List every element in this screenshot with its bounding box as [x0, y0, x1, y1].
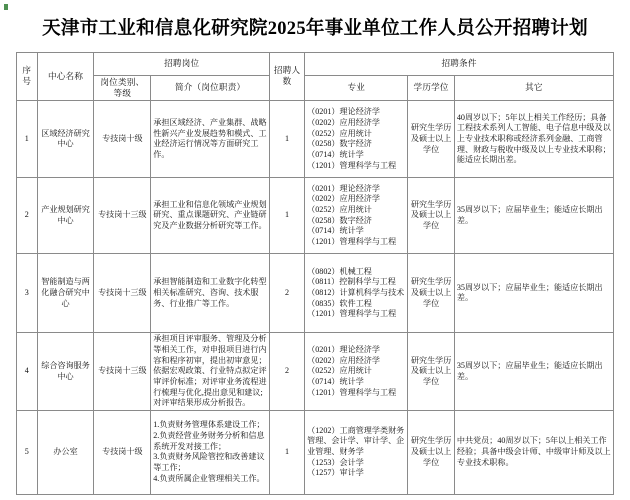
cell-seq: 2	[17, 178, 38, 254]
major-item: （0714）统计学	[307, 149, 364, 159]
cell-post-desc: 承担智能制造和工业数字化转型相关标准研究、咨询、技术服务、行业推广等工作。	[151, 254, 270, 333]
cell-other: 35周岁以下；应届毕业生；能适应长期出差。	[454, 178, 613, 254]
cell-seq: 5	[17, 410, 38, 494]
table-row	[17, 101, 614, 178]
cell-major-list	[305, 101, 408, 178]
header-center-name: 中心名称	[37, 52, 94, 101]
cell-seq: 3	[17, 254, 38, 333]
cell-major-list	[305, 410, 408, 494]
major-item: （1202）工商管理学类财务管理、会计学、审计学、企业管理、财务学	[307, 425, 405, 457]
recruitment-plan-table	[16, 52, 614, 495]
table-row	[17, 410, 614, 494]
header-post-level: 岗位类别、等级	[94, 75, 151, 101]
major-item: （0252）应用统计	[307, 128, 372, 138]
header-seq: 序号	[17, 52, 38, 101]
cell-post-level: 专技岗十三级	[94, 254, 151, 333]
major-item: （1257）审计学	[307, 468, 364, 478]
cell-degree: 研究生学历及硕士以上学位	[408, 410, 454, 494]
header-post-desc: 简介（岗位职责）	[151, 75, 270, 101]
cell-center-name: 综合咨询服务中心	[37, 333, 94, 411]
major-item: （0252）应用统计	[307, 366, 372, 376]
cell-degree: 研究生学历及硕士以上学位	[408, 101, 454, 178]
major-item: （0202）应用经济学	[307, 194, 380, 204]
header-conditions-group: 招聘条件	[305, 52, 614, 75]
major-item: （0714）统计学	[307, 376, 364, 386]
major-item: （0812）计算机科学与技术	[307, 287, 405, 297]
major-item: （0202）应用经济学	[307, 355, 380, 365]
page-corner-marker	[4, 4, 8, 10]
table-body	[17, 101, 614, 495]
cell-post-desc: 承担项目评审服务、管理及分析等相关工作，对申报项目进行内容和程序初审，提出初审意见；依据宏观政策、行业特点拟定评审评价标准；对评审业务流程进行梳理与优化,提出意见和建议;对评审结果形成分析报告。	[151, 333, 270, 411]
cell-post-level: 专技岗十级	[94, 410, 151, 494]
header-headcount: 招聘人数	[270, 52, 305, 101]
cell-center-name: 产业规划研究中心	[37, 178, 94, 254]
table-header	[17, 52, 614, 101]
cell-seq: 1	[17, 101, 38, 178]
page-title: 天津市工业和信息化研究院2025年事业单位工作人员公开招聘计划	[42, 19, 588, 39]
major-item: （0258）数字经济	[307, 139, 372, 149]
major-item: （0802）机械工程	[307, 266, 372, 276]
table-row	[17, 254, 614, 333]
header-post-group: 招聘岗位	[94, 52, 270, 75]
major-item: （0201）理论经济学	[307, 344, 380, 354]
cell-post-level: 专技岗十三级	[94, 178, 151, 254]
cell-center-name: 区域经济研究中心	[37, 101, 94, 178]
major-item: （0201）理论经济学	[307, 107, 380, 117]
cell-degree: 研究生学历及硕士以上学位	[408, 333, 454, 411]
cell-other: 40周岁以下；5年以上相关工作经历；具备工程技术系列人工智能、电子信息中级及以上专业技术职称或经济系列金融、工商管理、财政与税收中级及以上专业技术职称；能适应长期出差。	[454, 101, 613, 178]
major-item: （0258）数字经济	[307, 215, 372, 225]
table-row	[17, 178, 614, 254]
cell-major-list	[305, 178, 408, 254]
table-row	[17, 333, 614, 411]
major-item: （0201）理论经济学	[307, 183, 380, 193]
table-header-row-1	[17, 52, 614, 75]
cell-other: 中共党员；40周岁以下；5年以上相关工作经验；具备中级会计师、中级审计师及以上专业技术职称。	[454, 410, 613, 494]
cell-headcount: 1	[270, 101, 305, 178]
cell-other: 35周岁以下；应届毕业生；能适应长期出差。	[454, 254, 613, 333]
cell-post-desc: 承担工业和信息化领域产业规划研究、重点课题研究、产业链研究及产业数据分析研究等工作。	[151, 178, 270, 254]
major-item: （1201）管理科学与工程	[307, 160, 397, 170]
cell-degree: 研究生学历及硕士以上学位	[408, 178, 454, 254]
cell-post-desc: 承担区域经济、产业集群、战略性新兴产业发展趋势和模式、工业经济运行情况等方面研究工作。	[151, 101, 270, 178]
cell-headcount: 2	[270, 333, 305, 411]
cell-degree: 研究生学历及硕士以上学位	[408, 254, 454, 333]
major-item: （0252）应用统计	[307, 205, 372, 215]
cell-post-level: 专技岗十三级	[94, 333, 151, 411]
major-item: （1253）会计学	[307, 457, 364, 467]
cell-major-list	[305, 333, 408, 411]
cell-center-name: 智能制造与两化融合研究中心	[37, 254, 94, 333]
cell-post-level: 专技岗十级	[94, 101, 151, 178]
major-item: （0835）软件工程	[307, 298, 372, 308]
cell-headcount: 1	[270, 178, 305, 254]
cell-headcount: 1	[270, 410, 305, 494]
major-item: （0811）控制科学与工程	[307, 277, 396, 287]
major-item: （1201）管理科学与工程	[307, 237, 397, 247]
cell-major-list	[305, 254, 408, 333]
cell-headcount: 2	[270, 254, 305, 333]
cell-post-desc: 1.负责财务管理体系建设工作； 2.负责经营业务财务分析和信息系统开发对接工作； 3.负责财务风险管控和改善建议等工作； 4.负责所属企业管理相关工作。	[151, 410, 270, 494]
major-item: （0714）统计学	[307, 226, 364, 236]
cell-center-name: 办公室	[37, 410, 94, 494]
header-other: 其它	[454, 75, 613, 101]
cell-seq: 4	[17, 333, 38, 411]
major-item: （1201）管理科学与工程	[307, 387, 397, 397]
cell-other: 35周岁以下；应届毕业生；能适应长期出差。	[454, 333, 613, 411]
header-degree: 学历学位	[408, 75, 454, 101]
major-item: （1201）管理科学与工程	[307, 309, 397, 319]
major-item: （0202）应用经济学	[307, 117, 380, 127]
header-major: 专业	[305, 75, 408, 101]
table-header-row-2	[17, 75, 614, 101]
